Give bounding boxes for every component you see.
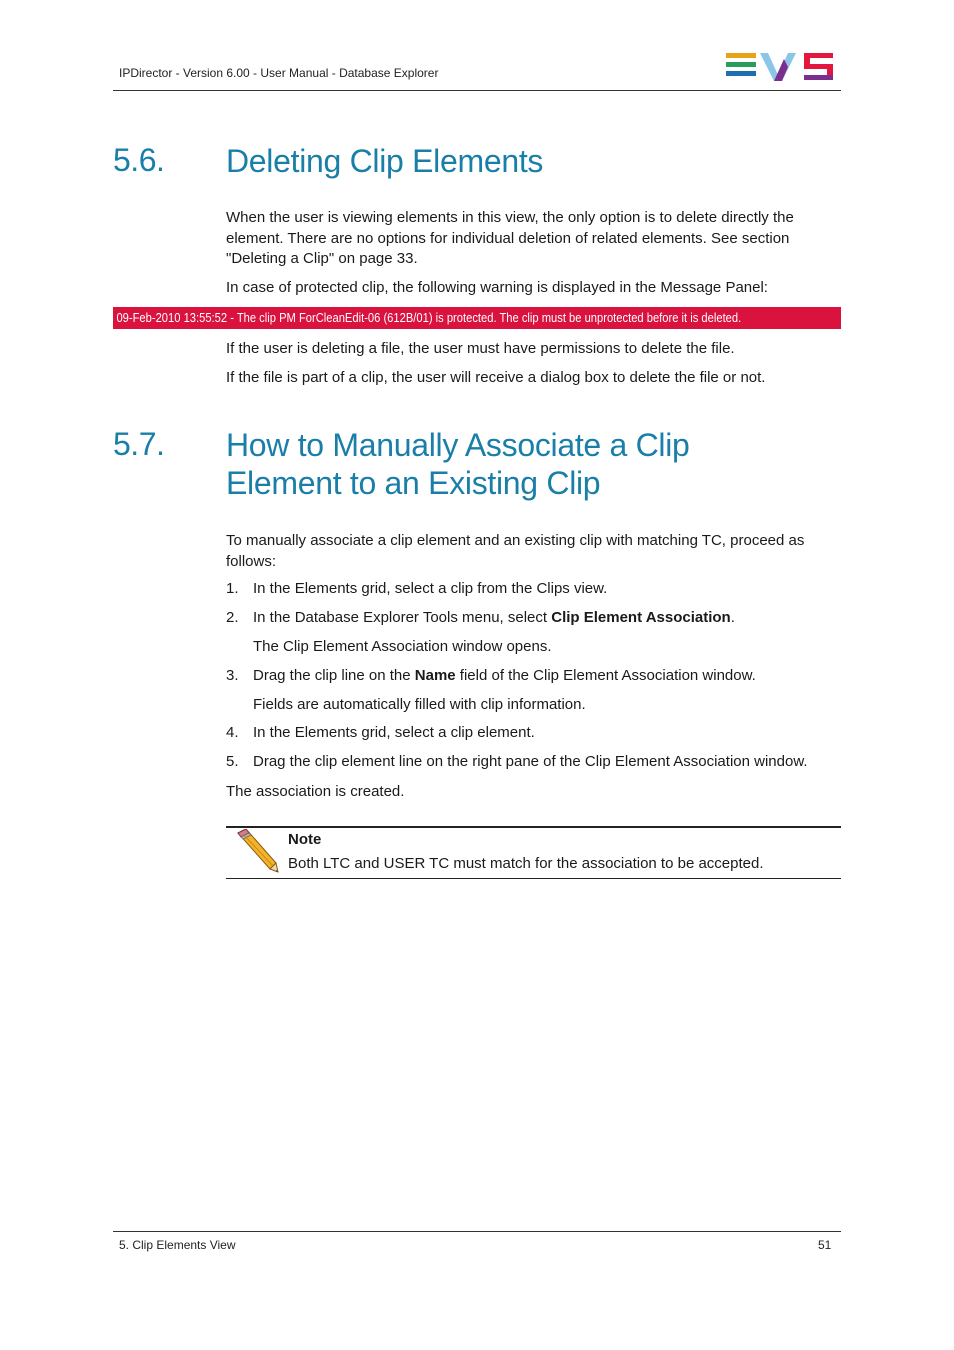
warning-message-bar (113, 307, 841, 329)
evs-logo (726, 53, 834, 81)
page-number: 51 (818, 1238, 832, 1252)
step-text: Drag the clip element line on the right pane of the Clip Element Association window. (253, 753, 808, 770)
step-text: Drag the clip line on the Name field of the Clip Element Association window. (253, 667, 756, 684)
step-result: The Clip Element Association window opens. (253, 638, 552, 655)
step-number: 2. (226, 609, 239, 626)
paragraph: If the file is part of a clip, the user will receive a dialog box to delete the file or not. (226, 369, 766, 386)
section-number: 5.6. (113, 142, 165, 178)
step-number: 1. (226, 580, 239, 597)
step-number: 4. (226, 724, 239, 741)
footer-chapter: 5. Clip Elements View (119, 1238, 236, 1252)
note-top-rule (226, 826, 841, 828)
step-text: In the Elements grid, select a clip from the Clips view. (253, 580, 608, 597)
step-result: Fields are automatically filled with clip information. (253, 696, 586, 713)
note-text: Both LTC and USER TC must match for the association to be accepted. (288, 855, 764, 872)
warning-text: 09-Feb-2010 13:55:52 - The clip PM ForCleanEdit-06 (612B/01) is protected. The clip must be unprotected before it is deleted. (116, 310, 742, 325)
paragraph: If the user is deleting a file, the user must have permissions to delete the file. (226, 340, 735, 357)
section-title-line: How to Manually Associate a Clip (226, 427, 690, 463)
pencil-icon (232, 829, 280, 873)
note-bottom-rule (226, 878, 841, 879)
section-title (226, 426, 690, 502)
paragraph: When the user is viewing elements in this view, the only option is to delete directly the element. There are no options for individual deletion of related elements. See section "Deleting a Clip" on page 33. (226, 209, 794, 267)
step-number: 5. (226, 753, 239, 770)
paragraph: To manually associate a clip element and an existing clip with matching TC, proceed as follows: (226, 532, 805, 570)
section-title: Deleting Clip Elements (226, 143, 544, 179)
section-title-line: Element to an Existing Clip (226, 465, 601, 501)
step-text: In the Database Explorer Tools menu, select Clip Element Association. (253, 609, 735, 626)
paragraph: In case of protected clip, the following warning is displayed in the Message Panel: (226, 279, 768, 296)
running-header: IPDirector - Version 6.00 - User Manual - Database Explorer (119, 66, 439, 80)
section-number: 5.7. (113, 426, 165, 462)
footer-divider (113, 1231, 841, 1232)
step-number: 3. (226, 667, 239, 684)
note-title: Note (288, 831, 322, 848)
header-divider (113, 90, 841, 91)
paragraph: The association is created. (226, 783, 405, 800)
step-text: In the Elements grid, select a clip element. (253, 724, 535, 741)
